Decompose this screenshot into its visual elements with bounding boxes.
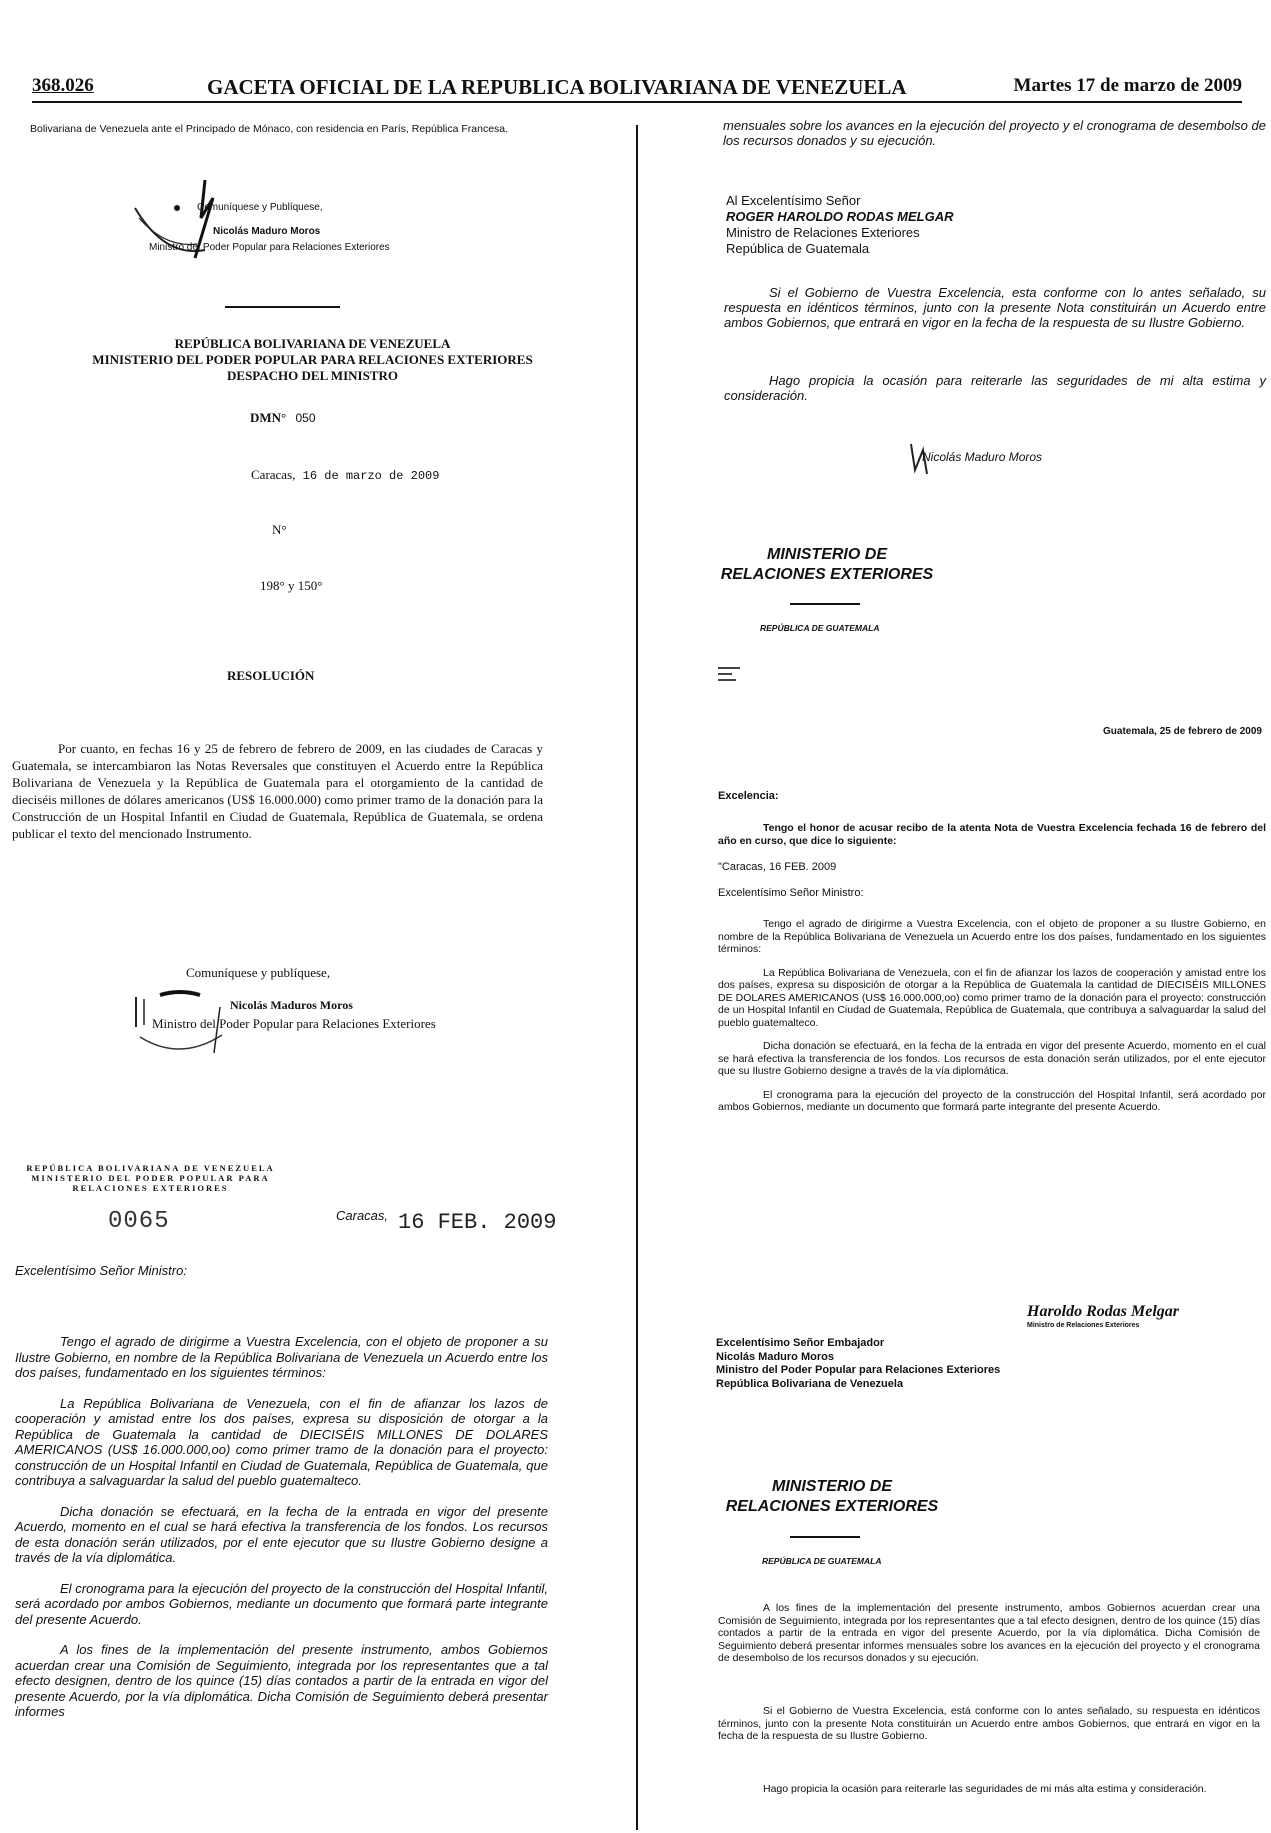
gazette-title: GACETA OFICIAL DE LA REPUBLICA BOLIVARIANA DE VENEZUELA xyxy=(207,75,907,99)
recipient-block xyxy=(716,1337,1000,1391)
quoted-note-body xyxy=(718,918,1266,1114)
note-paragraph: Tengo el agrado de dirigirme a Vuestra Excelencia, con el objeto de proponer a su Ilustre Gobierno, en nombre de la República Bolivariana de Venezuela un Acuerdo entre los dos países, fundamentado en los siguientes términos: xyxy=(15,1334,548,1380)
sig1-name: Nicolás Maduro Moros xyxy=(213,226,321,237)
heading-line-3: DESPACHO DEL MINISTRO xyxy=(227,368,398,383)
addressee-line-4: República de Guatemala xyxy=(726,241,870,256)
ministerio-sub-1: REPÚBLICA DE GUATEMALA xyxy=(760,623,880,633)
ministerio-sub-2: REPÚBLICA DE GUATEMALA xyxy=(762,1556,882,1566)
note-number: 0065 xyxy=(108,1208,170,1235)
excelencia-salutation: Excelencia: xyxy=(718,790,779,802)
conformity-paragraph: Si el Gobierno de Vuestra Excelencia, esta conforme con lo antes señalado, su respuesta en idénticos términos, junto con la presente Nota constituirán un Acuerdo entre ambos Gobiernos, que entrará en vigor en la fecha de la respuesta de su Ilustre Gobierno. xyxy=(724,285,1266,330)
quoted-paragraph: La República Bolivariana de Venezuela, con el fin de afianzar los lazos de cooperación y amistad entre los dos países, expresa su disposición de otorgar a la República de Guatemala la cantidad de DIECISÉIS MILLONES DE DOLARES AMERICANOS (US$ 16.000.000,oo) como primer tramo de la donación para el proyecto: construcción de un Hospital Infantil en Ciudad de Guatemala, República de Guatemala, que contribuya a salvaguardar la salud del pueblo guatemalteco. xyxy=(718,966,1266,1029)
ministerio-line-1: MINISTERIO DE xyxy=(766,546,887,563)
sig1-comuniquese: Comuníquese y Publíquese, xyxy=(197,202,323,213)
addressee-name: ROGER HAROLDO RODAS MELGAR xyxy=(726,209,954,224)
separator xyxy=(790,603,860,605)
signature-block-1 xyxy=(125,178,455,273)
sig1-role: Ministro del Poder Popular para Relaciones Exteriores xyxy=(149,242,390,253)
intro-text: Bolivariana de Venezuela ante el Principado de Mónaco, con residencia en París, República Francesa. xyxy=(30,123,509,135)
separator xyxy=(790,1536,860,1538)
ministerio-line-2: RELACIONES EXTERIORES xyxy=(725,1498,939,1515)
ministerio-line-2: RELACIONES EXTERIORES xyxy=(720,566,934,583)
note-date: 16 FEB. 2009 xyxy=(398,1210,557,1235)
letterhead-line-1: REPÚBLICA BOLIVARIANA DE VENEZUELA xyxy=(26,1163,275,1173)
quoted-paragraph: Tengo el agrado de dirigirme a Vuestra Excelencia, con el objeto de proponer a su Ilustre Gobierno, en nombre de la República Bolivariana de Venezuela un Acuerdo entre los dos países, fundamentado en los siguientes términos: xyxy=(718,918,1266,955)
recipient-line-2: Nicolás Maduro Moros xyxy=(716,1350,834,1363)
n-label: N° xyxy=(272,522,287,537)
issue-date: Martes 17 de marzo de 2009 xyxy=(1013,75,1242,96)
caracas-date: 16 de marzo de 2009 xyxy=(302,469,440,483)
dmn-line xyxy=(250,410,316,426)
years-label: 198° y 150° xyxy=(260,578,323,593)
sig2-role: Ministro del Poder Popular para Relaciones Exteriores xyxy=(152,1016,436,1031)
recipient-line-3: Ministro del Poder Popular para Relaciones Exteriores xyxy=(716,1364,1001,1376)
caracas-date-line xyxy=(251,467,439,483)
quote-date: "Caracas, 16 FEB. 2009 xyxy=(718,861,837,873)
dmn-value: 050 xyxy=(295,411,316,425)
sig2-name: Nicolás Maduros Moros xyxy=(230,998,353,1012)
caracas-label: Caracas, xyxy=(251,467,296,482)
note-paragraph: El cronograma para la ejecución del proyecto de la construcción del Hospital Infantil, será acordado por ambos Gobiernos, mediante un documento que formará parte integrante del presente Acuerdo. xyxy=(15,1580,548,1627)
addressee-line-1: Al Excelentísimo Señor xyxy=(726,193,861,208)
recipient-line-4: República Bolivariana de Venezuela xyxy=(716,1377,904,1390)
commission-paragraph: A los fines de la implementación del presente instrumento, ambos Gobiernos acuerdan crear una Comisión de Seguimiento, integrada por los representantes que a tal efecto designen, dentro de los quince (15) días contados a partir de la entrada en vigor del presente Acuerdo, por la vía diplomática. Dicha Comisión de Seguimiento deberá presentar informes mensuales sobre los avances en la ejecución del proyecto y el cronograma de desembolso de los recursos donados y su ejecución. xyxy=(718,1602,1260,1664)
ministerio-heading-2 xyxy=(712,1477,952,1517)
addressee-block xyxy=(726,193,954,257)
letterhead-line-2: MINISTERIO DEL PODER POPULAR PARA xyxy=(31,1173,270,1183)
seal-stamp-icon xyxy=(125,178,220,273)
resolucion-title: RESOLUCIÓN xyxy=(227,668,315,683)
guatemala-signature: Haroldo Rodas Melgar xyxy=(1027,1303,1180,1320)
addressee-line-3: Ministro de Relaciones Exteriores xyxy=(726,225,920,240)
column-divider xyxy=(636,125,638,1830)
page-number: 368.026 xyxy=(32,75,94,96)
continuation-text: mensuales sobre los avances en la ejecución del proyecto y el cronograma de desembolso de los recursos donados y su ejecución. xyxy=(723,118,1266,148)
closing-paragraph: Hago propicia la ocasión para reiterarle las seguridades de mi alta estima y consideración. xyxy=(724,373,1266,403)
ministerio-heading-1 xyxy=(712,545,942,585)
signer-name: Nicolás Maduro Moros xyxy=(922,450,1043,464)
por-cuanto-text: Por cuanto, en fechas 16 y 25 de febrero de febrero de 2009, en las ciudades de Caracas y Guatemala, se intercambiaron las Notas Reversales que constituyen el Acuerdo entre la República Bolivariana de Venezuela y la República de Guatemala para el otorgamiento de la cantidad de dieciséis millones de dólares americanos (US$ 16.000.000) como primer tramo de la donación para la Construcción de un Hospital Infantil en Ciudad de Guatemala, República de Guatemala, se ordena publicar el texto del mencionado Instrumento. xyxy=(12,741,543,841)
quote-salutation: Excelentísimo Señor Ministro: xyxy=(718,887,864,899)
letterhead-line-3: RELACIONES EXTERIORES xyxy=(72,1183,229,1193)
note-paragraph: A los fines de la implementación del presente instrumento, ambos Gobiernos acuerdan crear una Comisión de Seguimiento, integrada por los representantes que a tal efecto designen, dentro de los quince (15) días contados a partir de la entrada en vigor del presente Acuerdo, por la vía diplomática. Dicha Comisión de Seguimiento deberá presentar informes xyxy=(15,1642,548,1719)
reference-code xyxy=(718,667,748,695)
gazette-header xyxy=(32,75,1242,103)
quoted-paragraph: El cronograma para la ejecución del proyecto de la construcción del Hospital Infantil, será acordado por ambos Gobiernos, mediante un documento que formará parte integrante del presente Acuerdo. xyxy=(718,1088,1266,1113)
ministerio-line-1: MINISTERIO DE xyxy=(771,1478,892,1495)
recipient-line-1: Excelentísimo Señor Embajador xyxy=(716,1337,885,1349)
guatemala-signature-title: Ministro de Relaciones Exteriores xyxy=(1027,1322,1140,1329)
venezuela-letterhead xyxy=(8,1163,293,1193)
closing-paragraph-2: Hago propicia la ocasión para reiterarle las seguridades de mi más alta estima y consideración. xyxy=(763,1783,1207,1795)
note-salutation: Excelentísimo Señor Ministro: xyxy=(15,1263,187,1278)
conformity-paragraph-2: Si el Gobierno de Vuestra Excelencia, está conforme con lo antes señalado, su respuesta en idénticos términos, junto con la presente Nota constituirán un Acuerdo entre ambos Gobiernos, que entrará en vigor en la fecha de la respuesta de su Ilustre Gobierno. xyxy=(718,1705,1260,1742)
heading-line-2: MINISTERIO DEL PODER POPULAR PARA RELACIONES EXTERIORES xyxy=(92,352,533,367)
quoted-paragraph: Dicha donación se efectuará, en la fecha de la entrada en vigor del presente Acuerdo, momento en el cual se hará efectiva la transferencia de los fondos. Los recursos de esta donación serán utilizados, por el ente ejecutor que su Ilustre Gobierno designe a través de la vía diplomática. xyxy=(718,1040,1266,1077)
signature-block-2 xyxy=(130,965,550,1060)
note-paragraph: La República Bolivariana de Venezuela, con el fin de afianzar los lazos de cooperación y amistad entre los dos países, expresa su disposición de otorgar a la República de Guatemala la cantidad de DIECISÉIS MILLONES DE DOLARES AMERICANOS (US$ 16.000.000,oo) como primer tramo de la donación para el proyecto: construcción de un Hospital Infantil en Ciudad de Guatemala, República de Guatemala, que contribuya a salvaguardar la salud del pueblo guatemalteco. xyxy=(15,1395,548,1488)
sig2-comuniquese: Comuníquese y publíquese, xyxy=(186,965,331,980)
separator xyxy=(225,306,340,308)
heading-line-1: REPÚBLICA BOLIVARIANA DE VENEZUELA xyxy=(174,336,451,351)
note-body-left xyxy=(15,1334,548,1720)
note-place: Caracas, xyxy=(336,1208,389,1223)
dmn-label: DMN° xyxy=(250,410,287,425)
guatemala-date: Guatemala, 25 de febrero de 2009 xyxy=(1103,726,1262,737)
receipt-paragraph: Tengo el honor de acusar recibo de la atenta Nota de Vuestra Excelencia fechada 16 de febrero del año en curso, que dice lo siguiente: xyxy=(718,822,1266,847)
resolution-heading xyxy=(30,336,595,384)
note-paragraph: Dicha donación se efectuará, en la fecha de la entrada en vigor del presente Acuerdo, momento en el cual se hará efectiva la transferencia de los fondos. Los recursos de esta donación serán utilizados, por el ente ejecutor que su Ilustre Gobierno designe a través de la vía diplomática. xyxy=(15,1503,548,1565)
